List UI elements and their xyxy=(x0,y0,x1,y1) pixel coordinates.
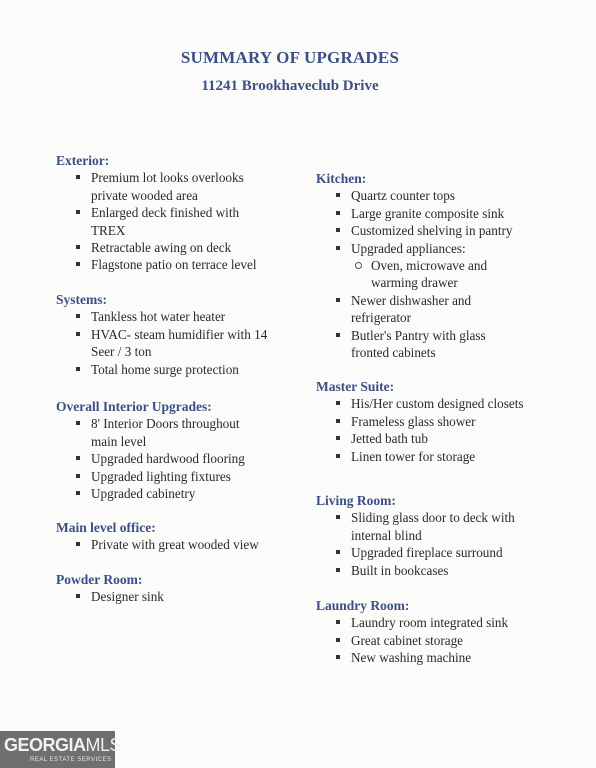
square-bullet-icon xyxy=(76,491,80,495)
square-bullet-icon xyxy=(76,210,80,214)
square-bullet-icon xyxy=(336,436,340,440)
georgia-mls-logo xyxy=(0,731,122,768)
item-line: refrigerator xyxy=(351,310,412,326)
interior-item xyxy=(56,450,306,467)
item-line: TREX xyxy=(91,222,126,238)
item-line: Tankless hot water heater xyxy=(91,309,226,325)
kitchen-item xyxy=(316,292,581,327)
item-line: private wooded area xyxy=(91,187,198,203)
item-line: Frameless glass shower xyxy=(351,413,476,429)
kitchen-section xyxy=(316,170,581,361)
laundry-item xyxy=(316,614,581,631)
kitchen-item xyxy=(316,222,581,239)
square-bullet-icon xyxy=(76,456,80,460)
systems-item xyxy=(56,361,306,378)
master-item xyxy=(316,413,581,430)
interior-item xyxy=(56,485,306,502)
item-line: Upgraded appliances: xyxy=(351,240,466,256)
item-line: His/Her custom designed closets xyxy=(351,396,524,412)
systems-item xyxy=(56,326,306,361)
item-line: Customized shelving in pantry xyxy=(351,223,513,239)
logo-subtext: REAL ESTATE SERVICES xyxy=(30,757,112,763)
living-heading: Living Room: xyxy=(316,493,396,508)
square-bullet-icon xyxy=(336,211,340,215)
interior-heading: Overall Interior Upgrades: xyxy=(56,399,212,414)
item-line: internal blind xyxy=(351,527,422,543)
item-line: Butler's Pantry with glass xyxy=(351,327,486,343)
item-line: Linen tower for storage xyxy=(351,448,476,464)
square-bullet-icon xyxy=(336,333,340,337)
living-item xyxy=(316,562,581,579)
square-bullet-icon xyxy=(336,620,340,624)
item-line: Designer sink xyxy=(91,589,164,605)
item-line: Private with great wooded view xyxy=(91,537,259,553)
circle-bullet-icon xyxy=(355,262,362,269)
item-line: Upgraded hardwood flooring xyxy=(91,451,245,467)
item-line: Built in bookcases xyxy=(351,562,449,578)
interior-item xyxy=(56,415,306,450)
powder-heading: Powder Room: xyxy=(56,572,143,587)
item-line: Laundry room integrated sink xyxy=(351,615,509,631)
square-bullet-icon xyxy=(336,228,340,232)
item-line: warming drawer xyxy=(371,275,458,291)
item-line: Flagstone patio on terrace level xyxy=(91,257,257,273)
item-line: Newer dishwasher and xyxy=(351,292,472,308)
square-bullet-icon xyxy=(336,246,340,250)
square-bullet-icon xyxy=(336,568,340,572)
kitchen-item xyxy=(316,187,581,204)
square-bullet-icon xyxy=(336,638,340,642)
item-line: Oven, microwave and xyxy=(371,258,488,274)
square-bullet-icon xyxy=(76,314,80,318)
powder-section xyxy=(56,571,306,606)
square-bullet-icon xyxy=(336,419,340,423)
item-line: Quartz counter tops xyxy=(351,188,455,204)
living-section xyxy=(316,492,581,579)
exterior-item xyxy=(56,239,306,256)
kitchen-heading: Kitchen: xyxy=(316,171,367,186)
exterior-section xyxy=(56,152,306,274)
exterior-item xyxy=(56,169,306,204)
item-line: main level xyxy=(91,433,147,449)
item-line: HVAC- steam humidifier with 14 xyxy=(91,326,268,342)
square-bullet-icon xyxy=(76,421,80,425)
office-section xyxy=(56,519,306,554)
logo-mls-text: MLS xyxy=(85,735,122,755)
square-bullet-icon xyxy=(76,245,80,249)
exterior-heading: Exterior: xyxy=(56,153,110,168)
living-item xyxy=(316,509,581,544)
item-line: Jetted bath tub xyxy=(351,431,428,447)
item-line: Upgraded lighting fixtures xyxy=(91,468,231,484)
document-title: SUMMARY OF UPGRADES xyxy=(180,48,400,67)
laundry-heading: Laundry Room: xyxy=(316,598,410,613)
item-line: 8' Interior Doors throughout xyxy=(91,416,240,432)
systems-section xyxy=(56,291,306,378)
office-item xyxy=(56,536,306,553)
property-address: 11241 Brookhaveclub Drive xyxy=(201,78,379,94)
square-bullet-icon xyxy=(76,332,80,336)
item-line: Sliding glass door to deck with xyxy=(351,510,515,526)
laundry-item xyxy=(316,632,581,649)
square-bullet-icon xyxy=(336,655,340,659)
master-section xyxy=(316,378,581,465)
square-bullet-icon xyxy=(76,474,80,478)
interior-section xyxy=(56,398,306,502)
laundry-section xyxy=(316,597,581,667)
laundry-item xyxy=(316,649,581,666)
kitchen-item xyxy=(316,240,581,257)
office-heading: Main level office: xyxy=(56,520,156,535)
powder-item xyxy=(56,588,306,605)
master-heading: Master Suite: xyxy=(316,379,395,394)
square-bullet-icon xyxy=(336,401,340,405)
interior-item xyxy=(56,468,306,485)
item-line: Seer / 3 ton xyxy=(91,344,152,360)
exterior-item xyxy=(56,204,306,239)
item-line: Total home surge protection xyxy=(91,361,239,377)
kitchen-sub-item xyxy=(316,257,581,292)
item-line: Enlarged deck finished with xyxy=(91,205,240,221)
square-bullet-icon xyxy=(336,550,340,554)
square-bullet-icon xyxy=(76,175,80,179)
square-bullet-icon xyxy=(76,367,80,371)
systems-item xyxy=(56,308,306,325)
living-item xyxy=(316,544,581,561)
item-line: Premium lot looks overlooks xyxy=(91,170,244,186)
item-line: fronted cabinets xyxy=(351,345,436,361)
item-line: Upgraded fireplace surround xyxy=(351,545,503,561)
item-line: New washing machine xyxy=(351,650,472,666)
item-line: Upgraded cabinetry xyxy=(91,486,196,502)
kitchen-item xyxy=(316,327,581,362)
logo-text: GEORGIA xyxy=(4,735,86,755)
item-line: Large granite composite sink xyxy=(351,205,505,221)
kitchen-item xyxy=(316,205,581,222)
square-bullet-icon xyxy=(76,594,80,598)
square-bullet-icon xyxy=(76,542,80,546)
square-bullet-icon xyxy=(336,515,340,519)
square-bullet-icon xyxy=(76,262,80,266)
systems-heading: Systems: xyxy=(56,292,107,307)
exterior-item xyxy=(56,256,306,273)
master-item xyxy=(316,448,581,465)
master-item xyxy=(316,395,581,412)
master-item xyxy=(316,430,581,447)
item-line: Retractable awing on deck xyxy=(91,240,232,256)
square-bullet-icon xyxy=(336,454,340,458)
square-bullet-icon xyxy=(336,193,340,197)
item-line: Great cabinet storage xyxy=(351,632,464,648)
square-bullet-icon xyxy=(336,298,340,302)
